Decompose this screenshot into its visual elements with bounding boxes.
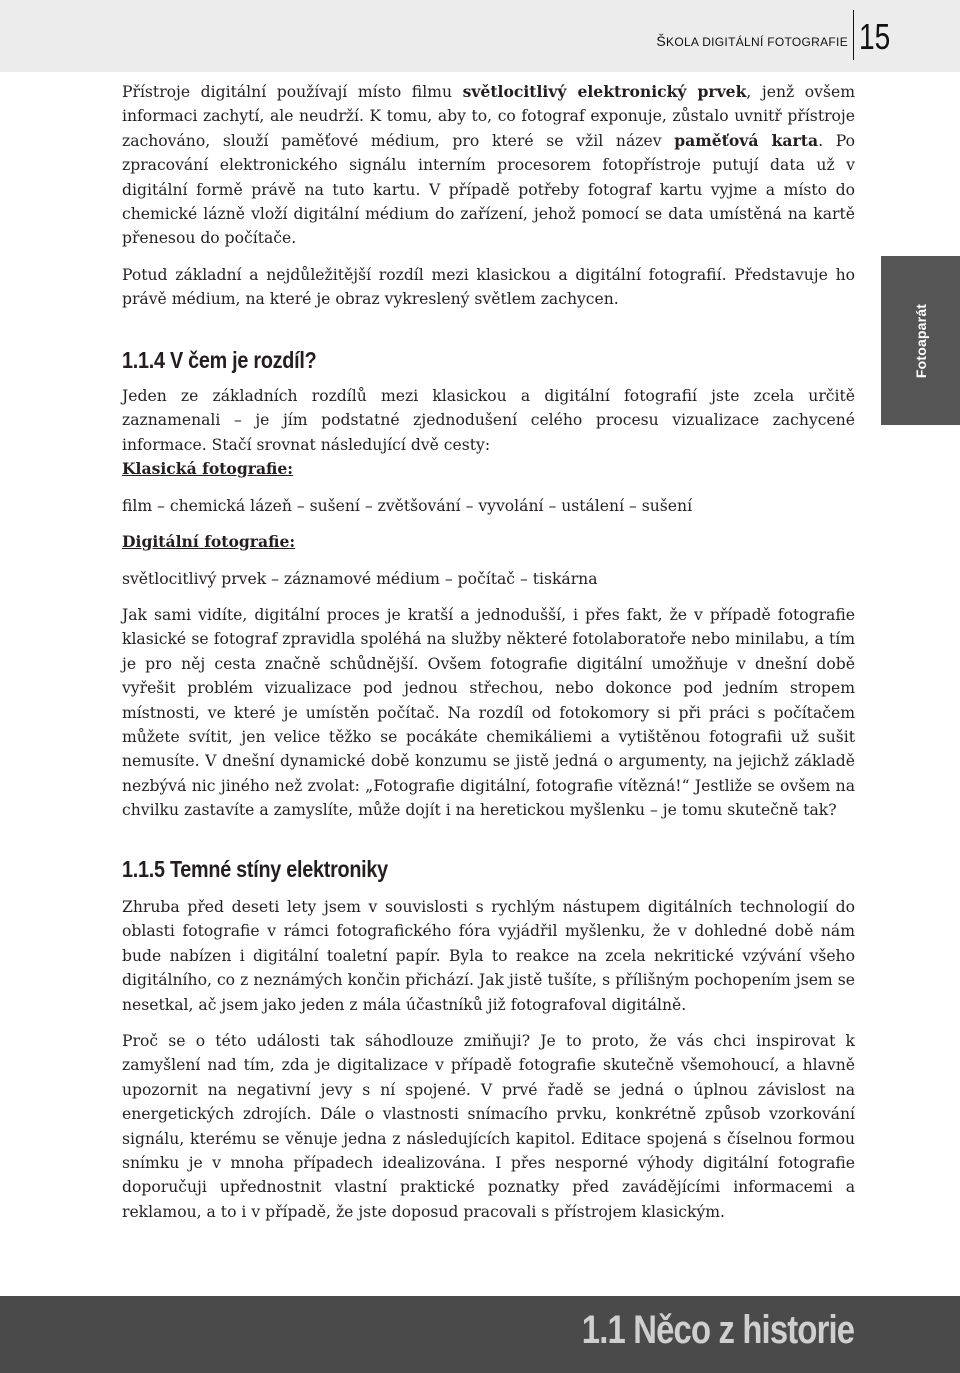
paragraph-intro	[122, 80, 855, 251]
subheading-classic-text: Klasická fotografie:	[122, 459, 294, 479]
term-memory-card: paměťová karta	[674, 130, 819, 150]
page-number: 15	[859, 16, 891, 57]
subheading-digital	[122, 530, 855, 554]
term-sensor: světlocitlivý elektronický prvek	[462, 82, 747, 101]
running-header-rest: KOLA DIGITÁLNÍ FOTOGRAFIE	[666, 35, 848, 49]
header-divider	[853, 10, 854, 60]
intro-text-1: Přístroje digitální používají místo filmu	[122, 83, 463, 101]
intro-text-3: . Po zpracování elektronického signálu interním procesorem fotopřístroje putují data už v digitální formě právě na tuto kartu. V případě potřeby fotograf kartu vyjme a místo do chemické lázně vloží digitální médium do zařízení, jehož pomocí se data umístěná na kartě přenesou do počítače.	[122, 131, 855, 248]
section-heading-1-1-4: 1.1.4 V čem je rozdíl?	[122, 346, 317, 373]
chapter-footer-title: 1.1 Něco z historie	[581, 1308, 854, 1352]
side-tab-label: Fotoaparát	[912, 303, 929, 378]
running-header-cap: Š	[656, 33, 667, 49]
paragraph-toilet-paper: Zhruba před deseti lety jsem v souvislosti s rychlým nástupem digitálních technologií do oblasti fotografie v rámci fotografického fóra vyjádřil myšlenku, že v dohledné době nám bude nabízen i digitální toaletní papír. Byla to reakce na zcela nekritické vzývání všeho digitálního, co z neznámých končin přichází. Jak jistě tušíte, s přílišným pochopením jsem se nesetkal, ač jsem jako jeden z mála účastníků již fotografoval digitálně.	[122, 897, 855, 1014]
process-classic: film – chemická lázeň – sušení – zvětšování – vyvolání – ustálení – sušení	[122, 496, 693, 515]
section-heading-1-1-5: 1.1.5 Temné stíny elektroniky	[122, 855, 388, 882]
process-digital: světlocitlivý prvek – záznamové médium – počítač – tiskárna	[122, 569, 598, 588]
paragraph-negative-aspects: Proč se o této události tak sáhodlouze zmiňuji? Je to proto, že vás chci inspirovat k zamyšlení nad tím, zda je digitalizace v případě fotografie skutečně všemohoucí, a hlavně upozornit na negativní jevy s ní spojené. V prvé řadě se jedná o úplnou závislost na energetických zdrojích. Dále o vlastnosti snímacího prvku, konkrétně způsob vzorkování signálu, kterému se věnuje jedna z následujících kapitol. Editace spojená s číselnou formou snímku je v mnoha případech idealizována. I přes nesporné výhody digitální fotografie doporučuji upřednostnit vlastní praktické poznatky před zavádějícími informacemi a reklamou, a to i v případě, že jste doposud pracovali s přístrojem klasickým.	[122, 1032, 855, 1221]
chapter-side-tab	[881, 256, 960, 425]
paragraph-digital-process: Jak sami vidíte, digitální proces je kratší a jednodušší, i přes fakt, že v případě fotografie klasické se fotograf zpravidla spoléhá na služby některé fotolaboratoře nebo minilabu, a tím je pro něj cesta značně schůdnější. Ovšem fotografie digitální umožňuje v dnešní době vyřešit problém vizualizace pod jednou střechou, nebo dokonce pod jedním stropem místnosti, ve které je umístěn počítač. Na rozdíl od fotokomory si při práci s počítačem můžete svítit, jen velice těžko se pocákáte chemikáliemi a vytištěnou fotografii už sušit nemusíte. V dnešní dynamické době konzumu se jistě jedná o argumenty, na jejichž základě nezbývá nic jiného než zvolat: „Fotografie digitální, fotografie vítězná!“ Jestliže se ovšem na chvilku zastavíte a zamyslíte, může dojít i na heretickou myšlenku – je tomu skutečně tak?	[122, 605, 855, 820]
paragraph-difference: Potud základní a nejdůležitější rozdíl mezi klasickou a digitální fotografií. Představuje ho právě médium, na které je obraz vykreslený světlem zachycen.	[122, 265, 855, 309]
paragraph-comparison-intro: Jeden ze základních rozdílů mezi klasickou a digitální fotografií jste zcela určitě zaznamenali – je jím podstatné zjednodušení celého procesu vizualizace zachycené informace. Stačí srovnat následující dvě cesty:	[122, 387, 855, 454]
subheading-classic	[122, 457, 855, 481]
body-text	[122, 80, 855, 1236]
intro-text-2: , jenž ovšem informaci zachytí, ale neudrží. K tomu, aby to, co fotograf exponuje, zůstalo uvnitř přístroje zachováno, slouží paměťové médium, pro které se vžil název	[122, 83, 855, 150]
running-header-title	[656, 33, 848, 49]
subheading-digital-text: Digitální fotografie:	[122, 532, 296, 552]
